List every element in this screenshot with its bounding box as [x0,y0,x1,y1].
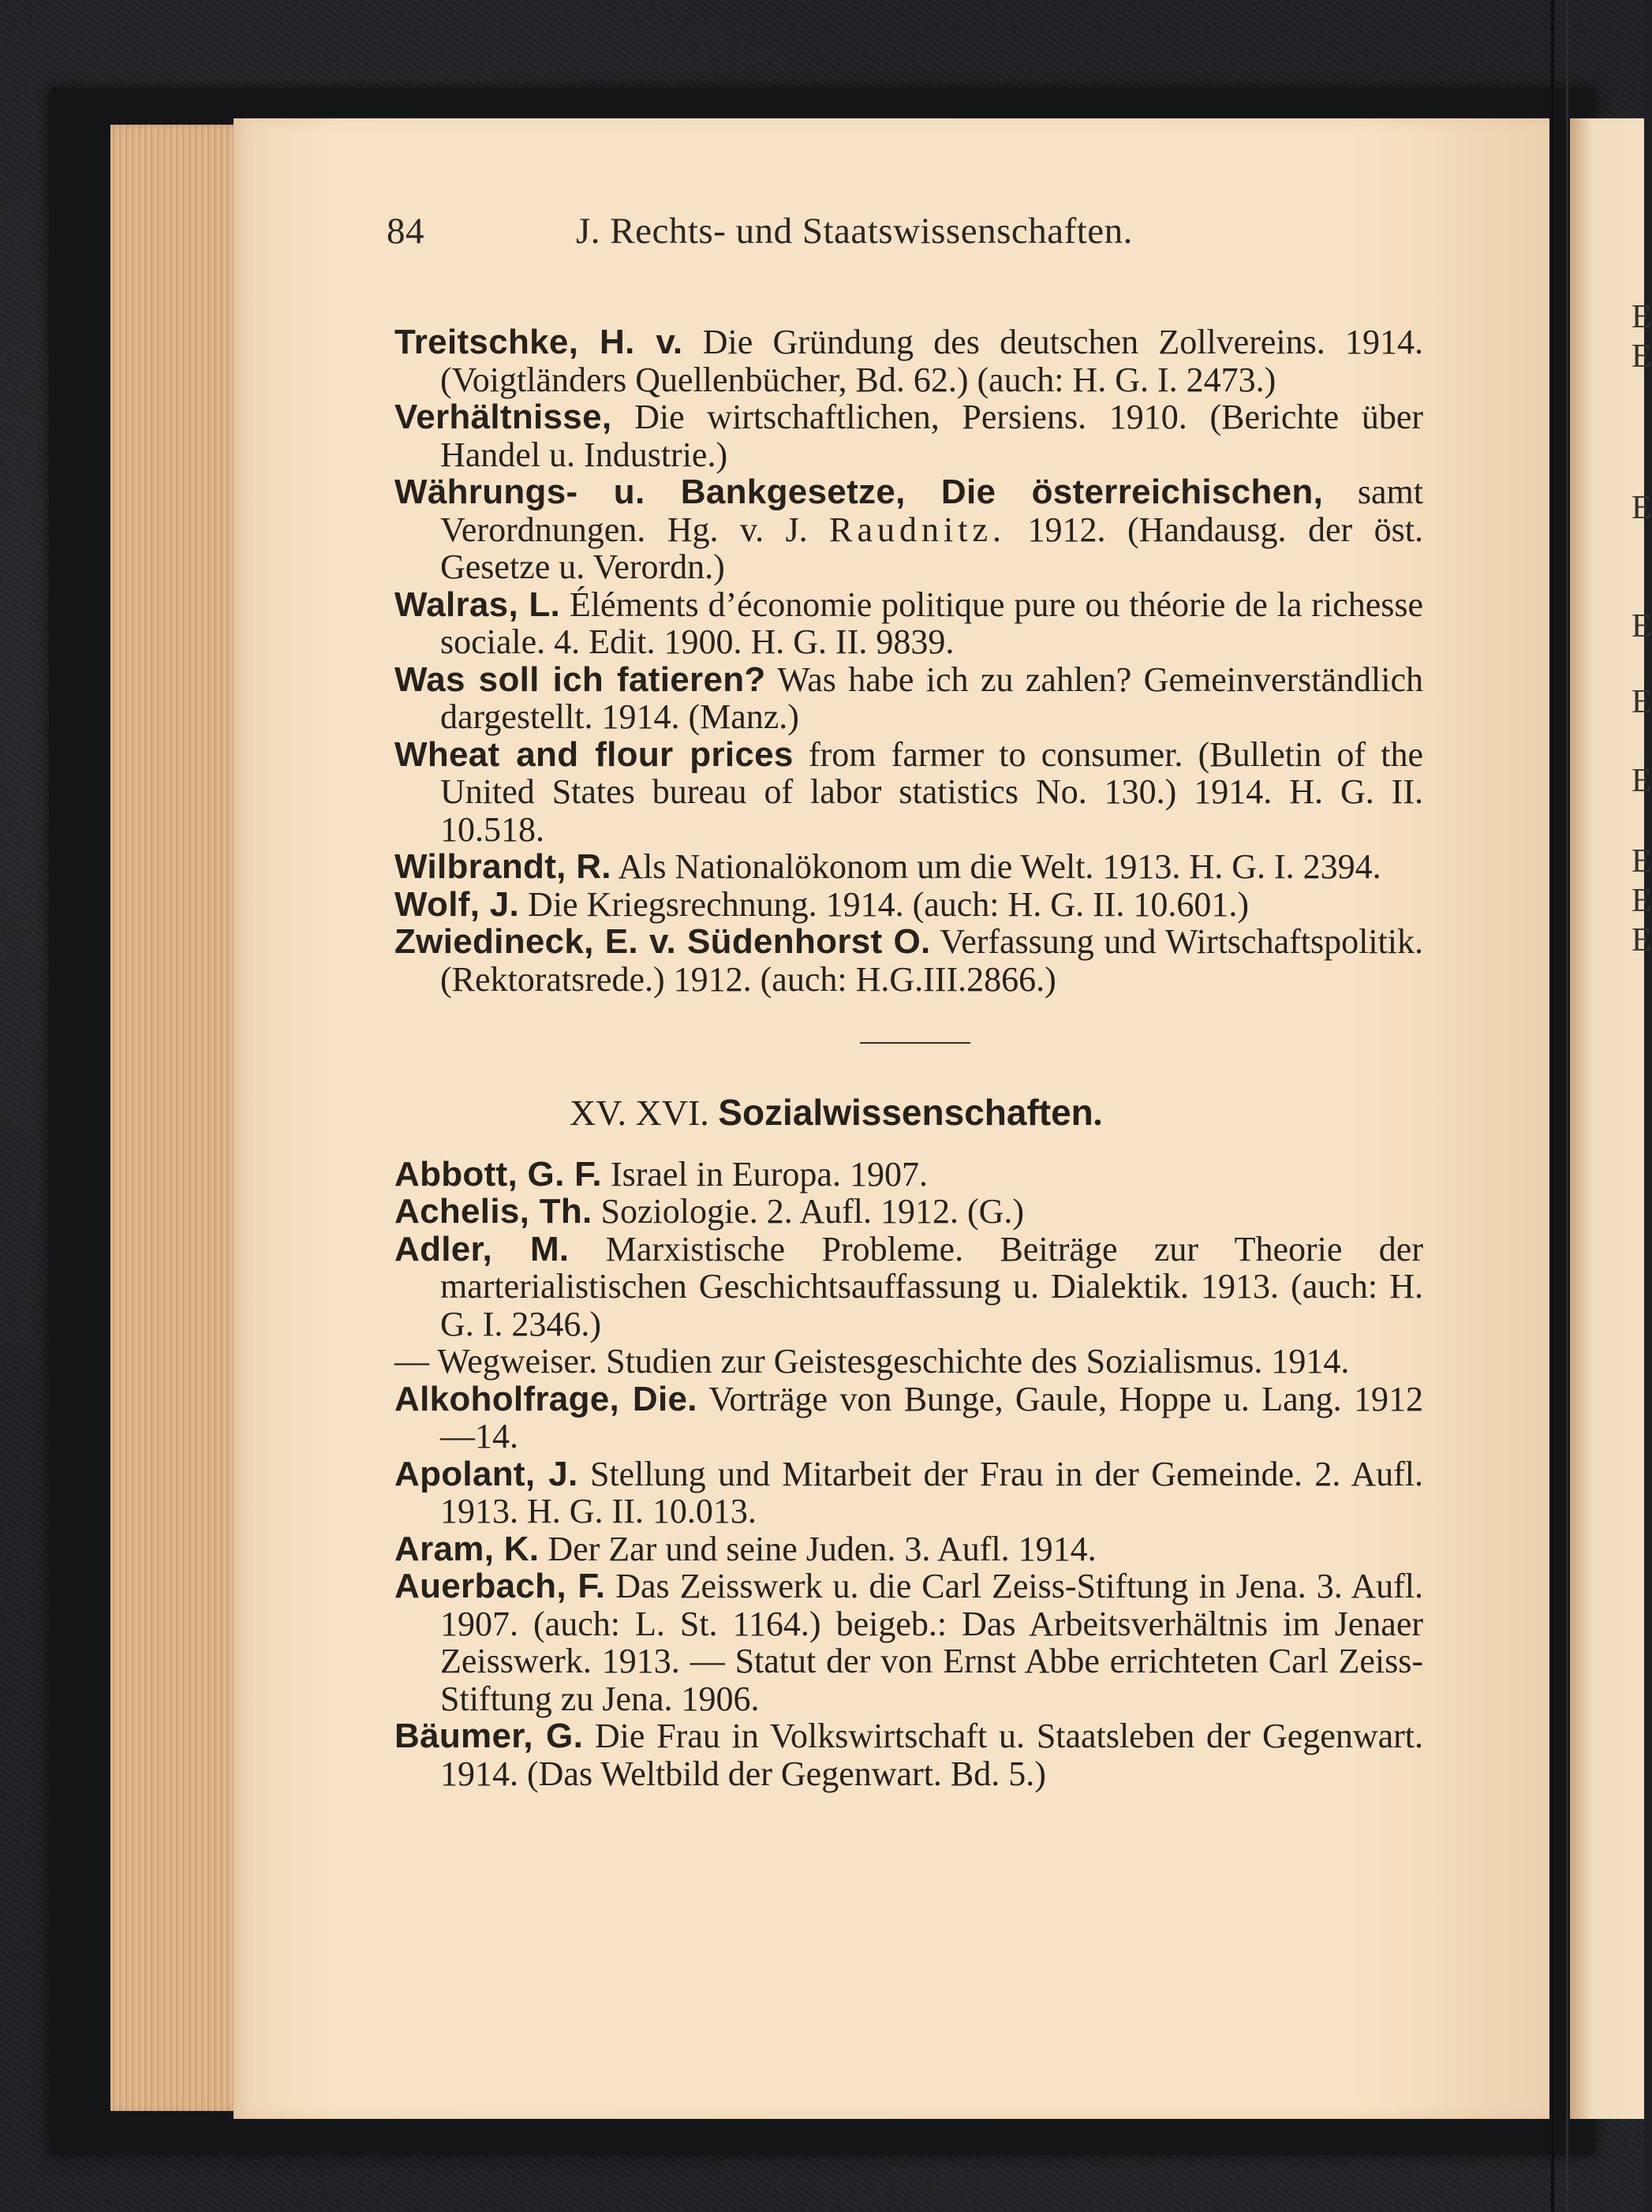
bibliography-entry [394,1343,1423,1381]
entry-text: Der Zar und seine Juden. 3. Aufl. 1914. [539,1529,1097,1568]
entry-text: Die wirtschaftlichen, Persiens. 1910. (Berichte über Handel u. Industrie.) [440,398,1423,474]
bibliography-entry [394,1381,1423,1455]
entry-author: Treitschke, H. v. [394,323,683,361]
entry-text: Israel in Europa. 1907. [601,1154,928,1194]
entry-author: Adler, M. [394,1229,570,1269]
running-title: J. Rechts- und Staatswissenschaften. [576,211,1133,252]
running-header [387,210,1133,252]
entry-author: Verhältnisse, [394,398,612,436]
entry-author: Zwiedineck, E. v. Südenhorst O. [394,922,931,961]
entry-author: Bäumer, G. [394,1717,584,1755]
entry-author: Abbott, G. F. [394,1154,602,1194]
entry-text: Als Nationalökonom um die Welt. 1913. H. G. I. 2394. [611,847,1381,886]
bibliography-entry [394,1455,1423,1530]
bibliography-entry [394,323,1423,398]
entry-author: Aram, K. [394,1529,540,1568]
entry-text: samt Verordnungen. Hg. v. J. [440,473,1423,549]
entry-text: Was habe ich zu zahlen? Gemeinverständlich dargestellt. 1914. (Manz.) [440,659,1423,736]
entry-text: — Wegweiser. Studien zur Geistesgeschichte des Sozialismus. 1914. [394,1342,1350,1381]
entry-editor-spaced: Raudnitz. [829,510,1007,549]
bibliography-entry [394,1156,1423,1194]
bibliography-entry [394,586,1423,661]
facing-page-letters: E E E E E E E E E [1631,299,1652,958]
entry-text: Éléments d’économie politique pure ou théorie de la richesse sociale. 4. Edit. 1900. H. G. II. 9839. [440,585,1423,661]
section-title: Sozialwissenschaften [718,1092,1093,1133]
section-divider [860,1042,970,1044]
bibliography-entry [394,1231,1423,1343]
bibliography-entry [394,848,1423,886]
entry-text: Das Zeisswerk u. die Carl Zeiss-Stiftung in Jena. 3. Aufl. 1907. (auch: L. St. 1164.) beigeb.: Das Arbeitsverhältnis im Jenaer Zeisswerk. 1913. — Statut der von Ernst Abbe errichteten Carl Zeiss-Stiftung zu Jena. 1906. [440,1567,1424,1718]
section-number: XV. XVI. [570,1093,709,1133]
bibliography-entry [394,923,1423,998]
bibliography-entry [394,661,1423,736]
entry-author: Wilbrandt, R. [394,847,611,886]
section-title-end: . [1093,1093,1103,1133]
page-number: 84 [387,211,424,252]
entry-text: Soziologie. 2. Aufl. 1912. (G.) [592,1192,1025,1231]
entry-author: Wolf, J. [394,884,520,924]
section-heading [394,1094,1423,1132]
entry-author: Währungs- u. Bankgesetze, Die österreichischen, [394,473,1324,511]
entry-text: Verfassung und Wirtschaftspolitik. (Rektoratsrede.) 1912. (auch: H.G.III.2866.) [440,922,1423,999]
entry-text: Die Frau in Volkswirtschaft u. Staatsleben der Gegenwart. 1914. (Das Weltbild der Gegenwart. Bd. 5.) [440,1717,1423,1793]
entry-text: from farmer to consumer. (Bulletin of the United States bureau of labor statistics No. 130.) 1914. H. G. II. 10.518. [440,734,1423,849]
bibliography-content [394,323,1423,1792]
entry-text: Stellung und Mitarbeit der Frau in der Gemeinde. 2. Aufl. 1913. H. G. II. 10.013. [440,1454,1423,1530]
bibliography-entry [394,886,1423,924]
entry-text: Die Gründung des deutschen Zollvereins. 1914. (Voigtländers Quellenbücher, Bd. 62.) (auch: H. G. I. 2473.) [440,323,1423,399]
entry-text: Vorträge von Bunge, Gaule, Hoppe u. Lang. 1912—14. [440,1379,1423,1455]
bibliography-entry [394,1530,1423,1568]
glass-edge-secondary [1566,0,1568,2212]
entry-author: Walras, L. [394,585,561,624]
entry-author: Wheat and flour prices [394,734,794,774]
entry-text: Die Kriegsrechnung. 1914. (auch: H. G. II. 10.601.) [519,884,1250,924]
bibliography-entry [394,1567,1423,1717]
glass-edge [1551,0,1554,2212]
entry-author: Apolant, J. [394,1454,578,1493]
bibliography-entry [394,473,1423,586]
entry-text-tail: 1912. (Handausg. der öst. Gesetze u. Verordn.) [440,510,1423,586]
bibliography-entry [394,1717,1423,1792]
entry-author: Alkoholfrage, Die. [394,1379,697,1418]
bibliography-entry [394,398,1423,473]
entries-bottom [394,1156,1423,1793]
entry-author: Was soll ich fatieren? [394,659,766,699]
bibliography-entry [394,736,1423,849]
entry-author: Achelis, Th. [394,1192,592,1231]
entry-author: Auerbach, F. [394,1567,606,1605]
entry-text: Marxistische Probleme. Beiträge zur Theorie der marterialistischen Geschichtsauffassung u. Dialektik. 1913. (auch: H. G. I. 2346.) [440,1229,1423,1343]
bibliography-entry [394,1193,1423,1231]
entries-top [394,323,1423,998]
